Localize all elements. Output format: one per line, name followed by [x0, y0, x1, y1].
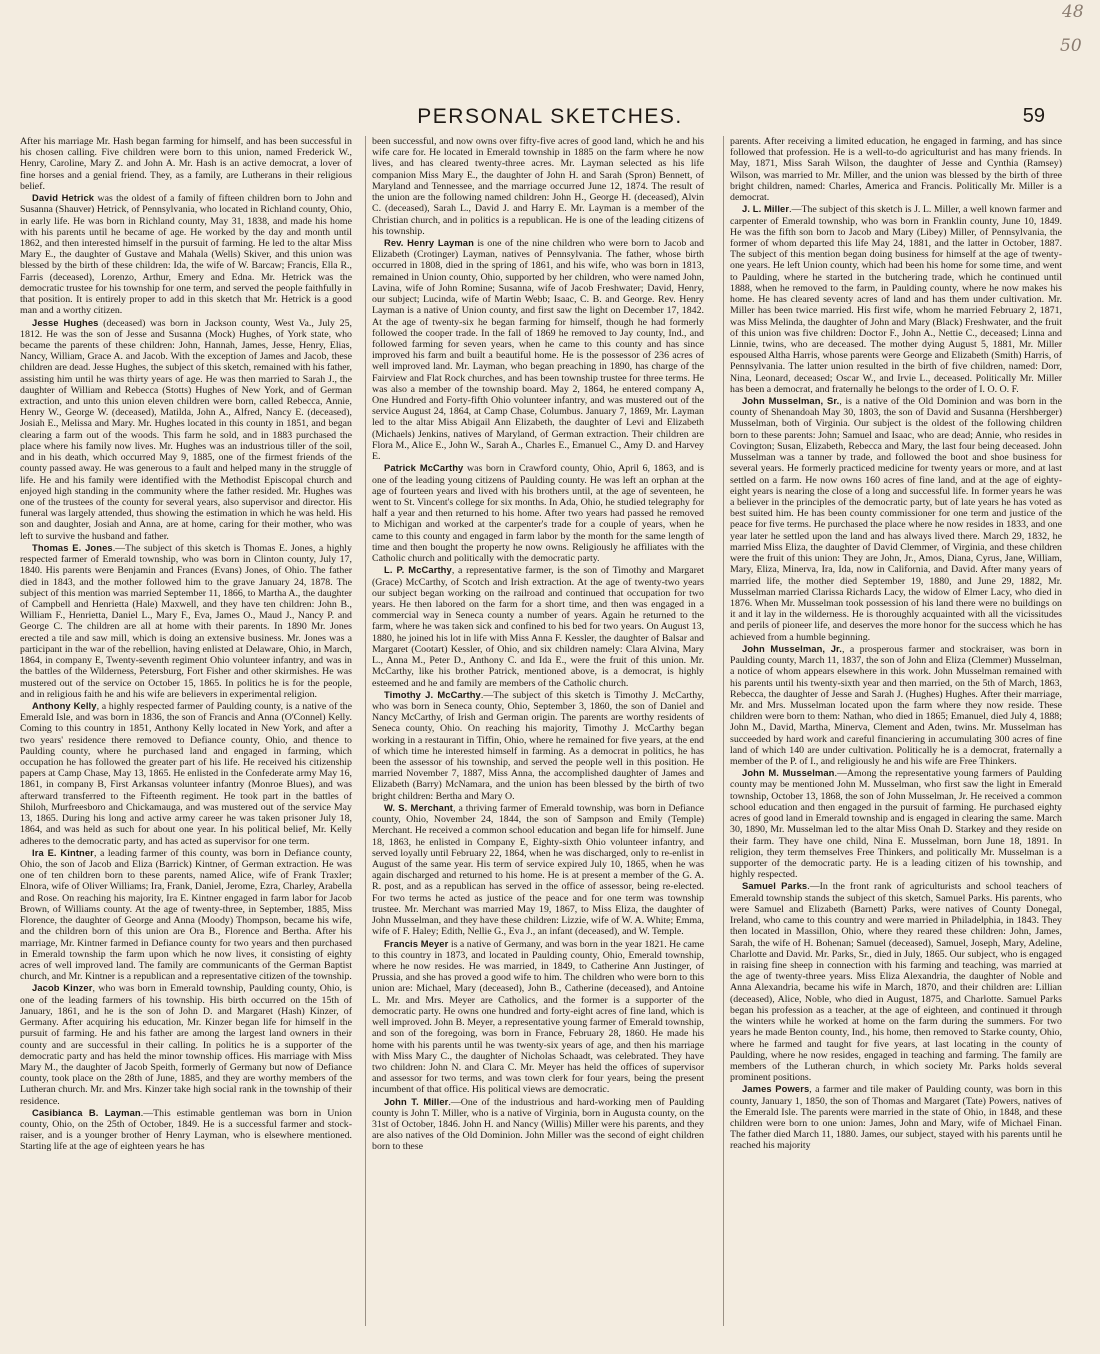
sketch-text: .—This estimable gentleman was born in Union county, Ohio, on the 25th of October, 1849. He is a successful farmer and stock-raiser, and is a younger brother of Henry Layman, who is elsewhere mentioned. Starting life at the age of eighteen years he has [20, 1107, 352, 1153]
sketch-paragraph [372, 564, 704, 688]
text-column-right [730, 136, 1062, 1326]
subject-name: John Musselman, Sr. [742, 395, 840, 407]
sketch-text: .—The subject of this sketch is Thomas E. Jones, a highly respected farmer of Emerald township, who was born in Clinton county, July 17, 1840. His parents were Benjamin and Frances (Evans) Jones, of Ohio. The father died in 1843, and the mother followed him to the grave January 24, 1878. The subject of this mention was married September 11, 1866, to Martha A., the daughter of Campbell and Henrietta (Hale) Maxwell, and they have ten children: John B., William F., Henrietta, Daniel L., Mary F., Eva, James O., Maud J., Nancy P. and George C. The children are all at home with their parents. In 1890 Mr. Jones erected a tile and saw mill, which is doing an extensive business. Mr. Jones was a participant in the war of the rebellion, having enlisted at Delaware, Ohio, in March, 1864, in company E, Twenty-seventh regiment Ohio volunteer infantry, and was in the battles of the Wilderness, Petersburg, Fort Fisher and other skirmishes. He was mustered out of the service on October 15, 1865. In politics he is for the people, and in religious faith he and his wife are believers in experimental religion. [20, 542, 352, 700]
sketch-text: , a representative farmer, is the son of Timothy and Margaret (Grace) McCarthy, of Scotch and Irish extraction. At the age of twenty-two years our subject began working on the railroad and continued that occupation for two years. He then labored on the farm for a short time, and then was engaged in a commercial way in Seneca county a number of years. Again he returned to the farm, where he was taken sick and confined to his bed for two years. On August 13, 1880, he joined his lot in life with Miss Anna F. Kessler, the daughter of Balsar and Margaret (Cootart) Kessler, of Ohio, and six children namely: Clara Alvina, Mary L., Anna M., Peter D., Anthony C. and Ida E., were the fruit of this union. Mr. McCarthy, like his brother Patrick, mentioned above, is a democrat, is highly esteemed and he and family are members of the Catholic church. [372, 565, 704, 689]
subject-name: Patrick McCarthy [384, 462, 464, 474]
sketch-text: .—One of the industrious and hard-working men of Paulding county is John T. Miller, who is a native of Virginia, born in Augusta county, on the 31st of October, 1846. John H. and Nancy (Willis) Miller were his parents, and they are also natives of the Old Dominion. John Miller was the second of eight children born to these [372, 1096, 704, 1153]
subject-name: Jacob Kinzer [32, 982, 93, 994]
sketch-text: .—In the front rank of agriculturists and school teachers of Emerald township stands the subject of this sketch, Samuel Parks. His parents, who were Samuel and Elizabeth (Barnett) Parks, were natives of County Donegal, Ireland, who came to this country and were married in Philadelphia, in 1843. They then located in Massillon, Ohio, where they reared these children: John, James, Sarah, the wife of H. Bohenan; Samuel (deceased), Samuel, Joseph, Mary, Adeline, Charlotte and David. Mr. Parks, Sr., died in July, 1865. Our subject, who is engaged in raising fine sheep in connection with his farming and teaching, was married at the age of twenty-three years. Miss Eliza Alexandria, the daughter of Noble and Anna Alexandria, became his wife in March, 1870, and their children are: Lillian (deceased), Alice, Noble, who died in August, 1875, and Charlotte. Samuel Parks began his profession as a teacher, at the age of eighteen, and continued it through the winters while he worked at home on the farm during the summers. For two years he made Benton county, Ind., his home, then removed to Starke county, Ohio, where he farmed and taught for five years, at last locating in the county of Paulding, where he now resides, engaged in teaching and farming. The family are members of the Lutheran church, in which society Mr. Parks holds several prominent positions. [730, 881, 1062, 1084]
sketch-text: .—The subject of this sketch is Timothy J. McCarthy, who was born in Seneca county, Ohio, September 3, 1860, the son of Daniel and Nancy McCarthy, of Irish and German origin. The parents are worthy residents of Seneca county, Ohio. On reaching his majority, Timothy J. McCarthy began working in a restaurant in Tiffin, Ohio, where he remained for five years, at the end of which time he interested himself in farming. As a democrat in politics, he has been the assessor of his township, and served the people well in this position. He married November 7, 1887, Miss Anna, the accomplished daughter of James and Elizabeth (Barry) McNamara, and the union has been blessed by the birth of two bright children: Bertha and Mary O. [372, 689, 704, 802]
sketch-text: , who was born in Emerald township, Paulding county, Ohio, is one of the leading farmers of his township. His birth occurred on the 15th of January, 1861, and he is the son of John D. and Margaret (Hash) Kinzer, of Germany. After acquiring his education, Mr. Kinzer began life for himself in the pursuit of farming. He and his father are among the largest land owners in their county and are successful in their calling. In politics he is a supporter of the democratic party and has held the minor township offices. His marriage with Miss Mary M., the daughter of Jacob Speith, formerly of Germany but now of Defiance county, took place on the 28th of June, 1885, and they are worthy members of the Lutheran church. Mr. and Mrs. Kinzer take high social rank in the township of their residence. [20, 983, 352, 1107]
sketch-paragraph [20, 982, 352, 1106]
subject-name: John T. Miller [384, 1095, 449, 1107]
sketch-text: After his marriage Mr. Hash began farming for himself, and has been successful in his chosen calling. Five children were born to this union, named Frederick W., Henry, Caroline, Mary Z. and John A. Mr. Hash is an active democrat, a lover of fine horses and a genial friend. They, as a family, are Lutherans in their religious belief. [20, 136, 352, 192]
sketch-text: , a highly respected farmer of Paulding county, is a native of the Emerald Isle, and was born in 1836, the son of Francis and Anna (O'Connel) Kelly. Coming to this country in 1851, Anthony Kelly located in New York, and after a two years' residence there removed to Defiance county, Ohio, and thence to Paulding county, where he purchased land and engaged in farming, which occupation he has followed the greater part of his life. He received his citizenship papers at Camp Chase, May 13, 1865. He enlisted in the Confederate army May 16, 1861, in company B, First Arkansas volunteer infantry (Monroe Blues), and was afterward transferred to the Fifteenth regiment. He took part in the battles of Shiloh, Murfreesboro and Chickamauga, and was mustered out of the service May 13, 1865. During his long and active army career he was taken prisoner July 18, 1864, and was held as such for about one year. In his political belief, Mr. Kelly adheres to the democratic party, and has acted as supervisor for one term. [20, 700, 352, 847]
sketch-paragraph [20, 136, 352, 192]
subject-name: David Hetrick [32, 192, 95, 204]
sketch-paragraph [372, 136, 704, 237]
sketch-paragraph [730, 136, 1062, 203]
sketch-paragraph [730, 395, 1062, 643]
sketch-text: , a prosperous farmer and stockraiser, was born in Paulding county, March 11, 1837, the son of John and Eliza (Clemmer) Musselman, a notice of whom appears elsewhere in this work. John Musselman remained with his parents until his twenty-sixth year and then married, on the 5th of March, 1863, Rebecca, the daughter of Jesse and Sarah J. (Hughes) Hughes. After their marriage, Mr. and Mrs. Musselman located upon the farm where they now reside. These children were born to them: Nathan, who died in 1865; Emanuel, died July 4, 1888; John M., David, Martha, Minerva, Clement and Aden, twins. Mr. Musselman has succeeded by hard work and careful financiering in accumulating 300 acres of fine land of which 140 are under cultivation. Politically he is a democrat, fraternally a member of the P. of I., and religiously he and his wife are Free Thinkers. [730, 643, 1062, 768]
subject-name: James Powers [742, 1083, 810, 1095]
sketch-paragraph [730, 767, 1062, 880]
text-column-left [20, 136, 352, 1326]
page-header [0, 105, 1100, 131]
sketch-text: .—Among the representative young farmers of Paulding county may be mentioned John M. Musselman, who first saw the light in Emerald township, October 13, 1868, the son of John Musselman, Jr. He received a common school education and then engaged in the pursuit of farming. He purchased eighty acres of good land in Emerald township and is engaged in clearing the same. March 30, 1890, Mr. Musselman led to the altar Miss Onah D. Starkey and they reside on their farm. They have one child, Nina E. Musselman, born June 18, 1891. In religion, they term themselves Free Thinkers, and politically Mr. Musselman is a supporter of the democratic party. He is a leading citizen of his township, and highly respected. [730, 768, 1062, 881]
sketch-paragraph [372, 689, 704, 802]
subject-name: Thomas E. Jones [32, 541, 113, 553]
page-title: PERSONAL SKETCHES. [417, 105, 683, 128]
sketch-paragraph [372, 462, 704, 564]
sketch-text: was the oldest of a family of fifteen children born to John and Susanna (Shauver) Hetrick, of Pennsylvania, who located in Richland county, Ohio, in early life. He was born in Richland county, May 31, 1838, and made his home with his parents until he became of age. He worked by the day and month until 1862, and then interested himself in the pursuit of farming. He led to the altar Miss Mary E., the daughter of Gustave and Mahala (Wells) Skiver, and this union was blessed by the birth of these children: Ida, the wife of W. Barcaw; Francis, Ella R., Farris (deceased), Lorenzo, Arthur, Emery and Edna. Mr. Hetrick was the democratic trustee for his township for one term, and served the people faithfully in that position. It is entirely proper to add in this sketch that Mr. Hetrick is a good man and a worthy citizen. [20, 193, 352, 317]
sketch-text: been successful, and now owns over fifty-five acres of good land, which he and his wife care for. He located in Emerald township in 1885 on the farm where he now lives, and has cleared twenty-three acres. Mr. Layman selected as his life companion Miss Mary E., the daughter of John H. and Sarah (Spron) Bennett, of Maryland and Tennessee, and the marriage occurred June 12, 1874. The result of the union are the following named children: John H., George H. (deceased), Alvin C. (deceased), Sarah L., David J. and Harry E. Mr. Layman is a member of the Christian church, and in politics is a republican. He is one of the leading citizens of his township. [372, 136, 704, 237]
sketch-text: was born in Crawford county, Ohio, April 6, 1863, and is one of the leading young citizens of Paulding county. He was left an orphan at the age of fourteen years and lived with his brothers until, at the age of seventeen, he went to St. Vincent's college for six months. In Ada, Ohio, he studied telegraphy for half a year and then returned to his home. After two years had passed he removed to Michigan and worked at the carpenter's trade for a couple of years, when he came to this county and engaged in farm labor by the month for the same length of time and then bought the property he now owns. Religiously he affiliates with the Catholic church and politically with the democratic party. [372, 463, 704, 565]
subject-name: John M. Musselman [742, 767, 835, 779]
sketch-text: .—The subject of this sketch is J. L. Miller, a well known farmer and carpenter of Emerald township, who was born in Franklin county, June 10, 1849. He was the fifth son born to Jacob and Mary (Libey) Miller, of Pennsylvania, the former of whom departed this life May 24, 1881, and the latter in October, 1887. The subject of this mention began doing business for himself at the age of twenty-one years. He left Union county, which had been his home for some time, and went to Paulding, where he started in the butchering trade, which he continued until 1888, when he removed to the farm, in Paulding county, where he now makes his home. He has cleared seventy acres of land and has them under cultivation. Mr. Miller has been twice married. His first wife, whom he married February 2, 1871, was Miss Melinda, the daughter of John and Mary (Black) Freshwater, and the fruit of this union was five children: Doctor F., John A., Nettie C., deceased; Linna and Linnie, twins, who are deceased. The mother dying August 5, 1881, Mr. Miller espoused Altha Harris, whose parents were George and Elizabeth (Smith) Harris, of Pennsylvania. The latter union resulted in the birth of five children, named: Dorr, Nina, Leonard, deceased; Oscar W., and Irvie L., deceased. Politically Mr. Miller has been a democrat, and fraternally he belongs to the order of I. O. O. F. [730, 204, 1062, 395]
page-number: 59 [1022, 105, 1045, 127]
sketch-paragraph [20, 700, 352, 847]
sketch-text: is one of the nine children who were born to Jacob and Elizabeth (Crotinger) Layman, natives of Pennsylvania. The father, whose birth occurred in 1808, died in the spring of 1861, and his wife, who was born in 1813, remained in Union county, Ohio, supported by her children, who were named John, Lavina, wife of John Romine; Susanna, wife of Jacob Freshwater; David, Henry, our subject; Lucinda, wife of Martin Webb; Isaac, C. B. and George. Rev. Henry Layman is a native of Union county, and first saw the light on December 17, 1842. At the age of twenty-six he began farming for himself, though he had formerly followed the cooper trade. In the fall of 1869 he removed to Jay county, Ind., and followed farming for seven years, when he came to this county and has since improved his farm and built a beautiful home. He is the possessor of 236 acres of well improved land. Mr. Layman, who began preaching in 1890, has charge of the Fairview and Flat Rock churches, and has been township trustee for three terms. He was also a member of the township board. May 2, 1864, he entered company A, One Hundred and Forty-fifth Ohio volunteer infantry, and was mustered out of the service August 24, 1864, at Camp Chase, Columbus. January 7, 1869, Mr. Layman led to the altar Miss Abigail Ann Elizabeth, the daughter of Levi and Elizabeth (Michaels) Jenkins, natives of Maryland, of German extraction. Their children are Flora M., Alice E., John W., Sarah A., Charles E., Emanuel C., Amy D. and Harvey E. [372, 237, 704, 463]
sketch-text: is a native of Germany, and was born in the year 1821. He came to this country in 1873, and located in Paulding county, Ohio, Emerald township, where he now resides. He was married, in 1849, to Catherine Ann Justinger, of Prussia, and she has proved a good wife to him. The children who were born to this union are: Michael, Mary (deceased), John B., Catherine (deceased), and Antoine L. Mr. and Mrs. Meyer are Catholics, and the former is a supporter of the democratic party. He owns one hundred and forty-eight acres of fine land, which is well improved. John B. Meyer, a representative young farmer of Emerald township, and son of the foregoing, was born in France, February 28, 1860. He made his home with his parents until he was twenty-six years of age, and then his marriage with Miss Mary C., the daughter of Nicholas Schaadt, was celebrated. They have two children: John N. and Clara C. Mr. Meyer has held the offices of supervisor and assessor for two terms, and was town clerk for four years, being the present incumbent of that office. His political views are democratic. [372, 938, 704, 1096]
sketch-paragraph [730, 880, 1062, 1083]
sketch-paragraph [372, 237, 704, 462]
subject-name: Anthony Kelly [32, 699, 97, 711]
subject-name: J. L. Miller [742, 203, 790, 215]
sketch-text: , a thriving farmer of Emerald township, was born in Defiance county, Ohio, November 24, 1844, the son of Sampson and Emily (Temple) Merchant. He received a common school education and began life for himself. June 18, 1863, he enlisted in Company E, Eighty-sixth Ohio volunteer infantry, and served loyally until February 22, 1864, when he was discharged, only to re-enlist in August of the same year. His term of service expired July 10, 1865, when he was again discharged and returned to his home. He is at present a member of the G. A. R. post, and as a republican has served in the office of assessor, being re-elected. For two terms he acted as justice of the peace and for one term was township trustee. Mr. Merchant was married May 19, 1867, to Miss Eliza, the daughter of John Musselman, and they have these children: Lizzie, wife of W. A. White; Emma, wife of F. Haley; Edith, Nellie G., Eva J., an infant (deceased), and W. Temple. [372, 802, 704, 938]
sketch-paragraph [20, 317, 352, 542]
subject-name: Timothy J. McCarthy [384, 688, 481, 700]
sketch-paragraph [730, 1083, 1062, 1151]
subject-name: Casibianca B. Layman [32, 1106, 141, 1118]
sketch-paragraph [372, 938, 704, 1096]
subject-name: Rev. Henry Layman [384, 236, 474, 248]
subject-name: Francis Meyer [384, 937, 449, 949]
subject-name: John Musselman, Jr. [742, 642, 842, 654]
subject-name: Jesse Hughes [32, 316, 99, 328]
sketch-text: , a farmer and tile maker of Paulding county, was born in this county, January 1, 1850, the son of Thomas and Margaret (Tate) Powers, natives of the Emerald Isle. The parents were married in the state of Ohio, in 1848, and these children were born to one union: James, John and Mary, wife of Michael Finan. The father died March 11, 1880. James, our subject, stayed with his parents until he reached his majority [730, 1084, 1062, 1152]
sketch-text: (deceased) was born in Jackson county, West Va., July 25, 1812. He was the son of Jesse and Susanna (Mock) Hughes, of York state, who became the parents of these children: John, Hannah, James, Jesse, Henry, Elias, Nancy, William, Grace A. and Jacob. With the exception of James and Jacob, these children are dead. Jesse Hughes, the subject of this sketch, remained with his father, assisting him until he was thirty years of age. He was then married to Sarah J., the daughter of William and Rebecca (Stotts) Hughes of New York, and of German extraction, and unto this union eleven children were born, called Rebecca, Annie, Henry W., George W. (deceased), Matilda, John A., Alfred, Nancy E. (deceased), Josiah E., Melissa and Mary. Mr. Hughes located in this county in 1851, and began clearing a farm out of the woods. This farm he sold, and in 1883 purchased the place where his family now lives. Mr. Hughes was an industrious tiller of the soil, and in his death, which occurred May 9, 1885, one of the firmest friends of the county passed away. He was generous to a fault and helped many in the struggle of life. He and his family were identified with the Methodist Episcopal church and enjoyed high standing in the community where the father resided. Mr. Hughes was one of the trustees of the county for several years, also supervisor and director. His funeral was largely attended, thus showing the estimation in which he was held. His son and daughter, Josiah and Anna, are at home, caring for their mother, who was left to survive the husband and father. [20, 317, 352, 542]
sketch-paragraph [20, 192, 352, 316]
sketch-paragraph [20, 1107, 352, 1153]
handwritten-annotation-bottom: 50 [1060, 36, 1082, 56]
column-divider [365, 136, 366, 1326]
sketch-paragraph [20, 847, 352, 983]
subject-name: L. P. McCarthy [384, 564, 452, 576]
sketch-paragraph [730, 203, 1062, 395]
text-column-middle [372, 136, 704, 1326]
handwritten-annotation-top: 48 [1062, 2, 1084, 22]
sketch-paragraph [372, 1096, 704, 1153]
sketch-paragraph [730, 643, 1062, 767]
subject-name: Ira E. Kintner [32, 846, 94, 858]
subject-name: Samuel Parks [742, 880, 808, 892]
column-divider [723, 136, 724, 1326]
sketch-text: , is a native of the Old Dominion and was born in the county of Shenandoah May 30, 1803, the son of David and Susanna (Hershberger) Musselman, both of Virginia. Our subject is the oldest of the following children born to these parents: John; Samuel and Isaac, who are dead; Annie, who resides in Covington; Susan, Elizabeth, Rebecca and Mary, the last four being deceased. John Musselman was a tanner by trade, and followed the boot and shoe business for several years. He formerly practiced medicine for twenty years or more, and at last settled on a farm. He now owns 160 acres of fine land, and at the age of eighty-eight years is nearing the close of a long and successful life. In former years he was a believer in the principles of the democratic party, but of late years he has voted as best suited him. He has been county commissioner for one term and justice of the peace for five terms. He purchased the place where he now resides in 1833, and one year later he settled upon the land and has always lived there. March 29, 1832, he married Miss Eliza, the daughter of David Clemmer, of Virginia, and these children were the fruit of this union: They are John, Jr., Amos, Diana, Cyrus, Jane, William, Mary, Eliza, Minerva, Ira, Ida, now in California, and David. After many years of married life, the mother died September 19, 1880, and June 29, 1882, Mr. Musselman married Clarissa Richards Lacy, the widow of Elmer Lacy, who died in 1876. When Mr. Musselman took possession of his land there were no buildings on it and it lay in the wilderness. He is thoroughly acquainted with all the vicissitudes and perils of pioneer life, and deserves the more honor for the success which he has achieved from a humble beginning. [730, 396, 1062, 643]
sketch-text: , a leading farmer of this county, was born in Defiance county, Ohio, the son of Jacob and Eliza (Barrick) Kintner, of German extraction. He was one of ten children born to these parents, named Alice, wife of Frank Traxler; Elnora, wife of Oliver Williams; Ira, Frank, Daniel, Jerome, Ezra, Charley, Arabella and Rose. On reaching his majority, Ira E. Kintner engaged in farm labor for Jacob Brown, of Williams county. At the age of twenty-three, in September, 1885, Miss Florence, the daughter of George and Anna (Moody) Thompson, became his wife, and the children born of this union are Ora B., Florence and Bertha. After his marriage, Mr. Kintner farmed in Defiance county for two years and then purchased in Emerald township the farm upon which he now lives, it consisting of eighty acres of well improved land. The family are communicants of the German Baptist church, and Mr. Kintner is a republican and a representative citizen of the township. [20, 847, 352, 983]
subject-name: W. S. Merchant [384, 801, 454, 813]
sketch-text: parents. After receiving a limited education, he engaged in farming, and has since followed that profession. He is a well-to-do agriculturist and has many friends. In May, 1871, Miss Sarah Wilson, the daughter of Jesse and Cynthia (Ramsey) Wilson, was married to Mr. Miller, and the union was blessed by the birth of three bright children, named: Charles, America and Francis. Politically Mr. Miller is a democrat. [730, 136, 1062, 204]
sketch-paragraph [372, 802, 704, 938]
sketch-paragraph [20, 542, 352, 700]
